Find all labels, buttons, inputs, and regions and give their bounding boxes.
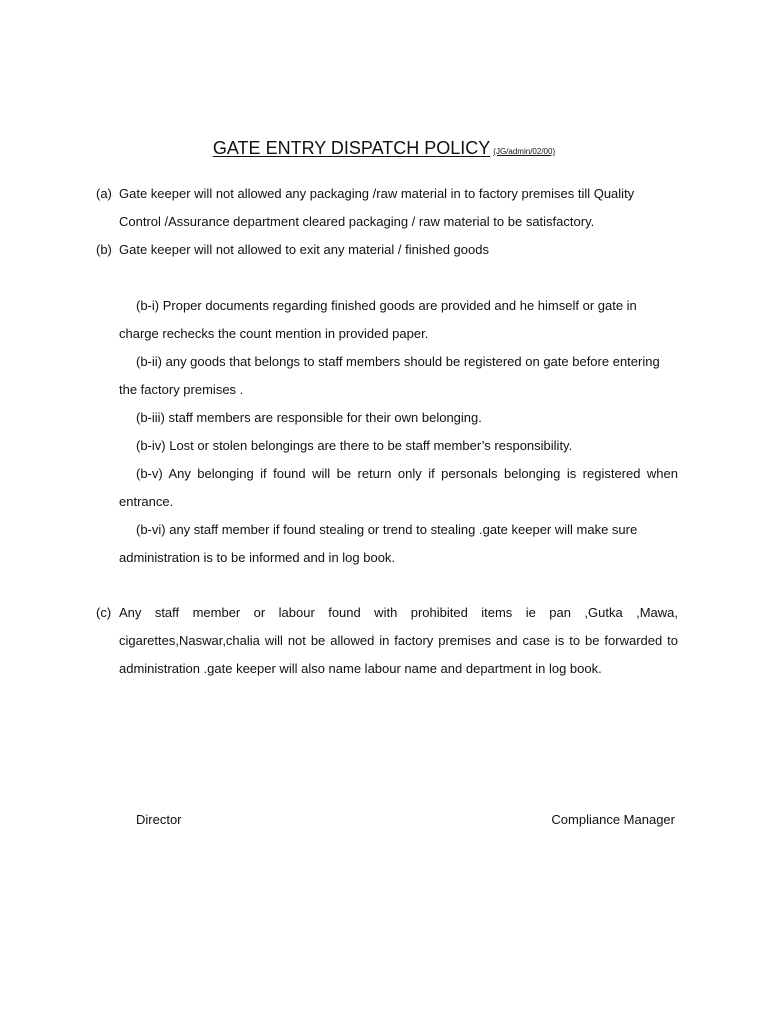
item-text: Any staff member or labour found with prohibited items ie pan ,Gutka ,Mawa, cigarettes,Naswar,chalia will not be allowed in factory premises and case is to be forwarded to administration .gate keeper will also name labour name and department in log book. [119,605,678,676]
sub-item-b-iii: (b-iii) staff members are responsible for their own belonging. [136,410,482,425]
policy-item-a [96,180,678,236]
policy-item-c [96,599,678,683]
sub-item-b-vi: (b-vi) any staff member if found stealing or trend to stealing .gate keeper will make sure administration is to be informed and in log book. [119,522,638,565]
sub-item-b-i: (b-i) Proper documents regarding finished goods are provided and he himself or gate in charge rechecks the count mention in provided paper. [119,298,637,341]
reference-code: (JG/admin/02/00) [493,147,556,156]
sub-item-b-v: (b-v) Any belonging if found will be return only if personals belonging is registered when entrance. [119,466,678,509]
signature-compliance-manager: Compliance Manager [551,812,675,827]
sub-item-b-iv: (b-iv) Lost or stolen belongings are there to be staff member’s responsibility. [136,438,573,453]
item-marker: (b) [96,242,112,257]
item-marker: (a) [96,186,112,201]
signature-director: Director [136,812,182,827]
item-marker: (c) [96,605,112,620]
sub-item-b-ii: (b-ii) any goods that belongs to staff members should be registered on gate before entering the factory premises . [119,354,660,397]
policy-item-b [96,236,678,264]
item-text: Gate keeper will not allowed any packaging /raw material in to factory premises till Quality Control /Assurance department cleared packaging / raw material to be satisfactory. [119,186,635,229]
document-title [0,136,768,164]
item-text: Gate keeper will not allowed to exit any material / finished goods [119,242,489,257]
title-text: GATE ENTRY DISPATCH POLICY [212,138,491,158]
